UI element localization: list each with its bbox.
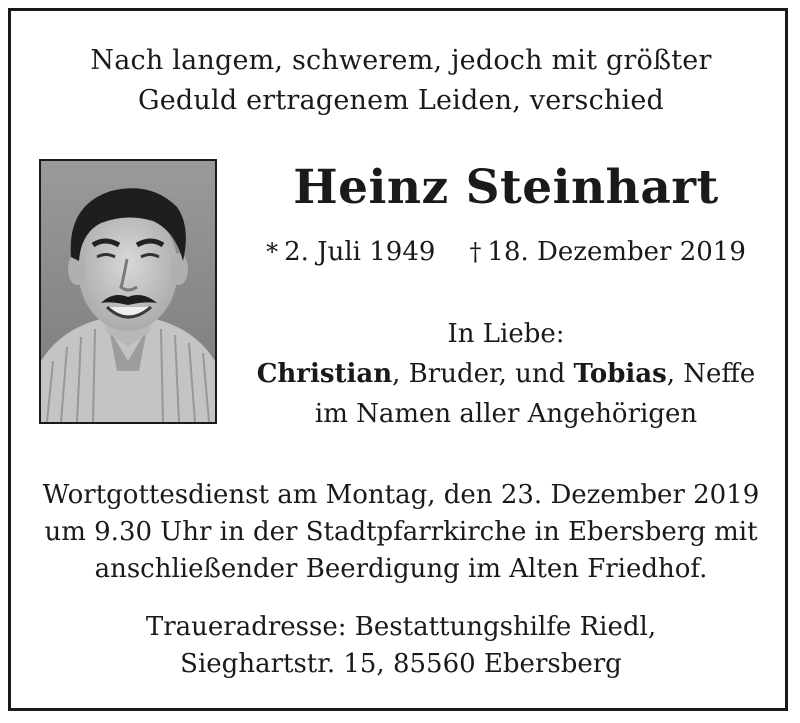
deceased-name: Heinz Steinhart (293, 160, 719, 215)
service-line-2: um 9.30 Uhr in der Stadtpfarrkirche in Ebersberg mit (44, 517, 758, 547)
mourners-heading: In Liebe: (447, 319, 565, 349)
address-line-2: Sieghartstr. 15, 85560 Ebersberg (180, 649, 622, 679)
life-dates (221, 233, 788, 271)
mourner-name-1: Christian (256, 359, 393, 389)
intro-text (11, 41, 788, 121)
mourners-block (221, 314, 788, 434)
birth-star-icon: * (266, 238, 279, 266)
mourner-name-2: Tobias (573, 359, 667, 389)
address-line-1: Traueradresse: Bestattungshilfe Riedl, (145, 612, 657, 642)
intro-line-2: Geduld ertragenem Leiden, verschied (137, 85, 665, 116)
death-date: 18. Dezember 2019 (487, 237, 746, 267)
death-cross-icon: † (469, 238, 482, 266)
mourners-line-3: im Namen aller Angehörigen (314, 399, 698, 429)
mourner-relation-1: , Bruder, und (392, 359, 574, 389)
portrait-photo (39, 159, 217, 424)
service-info (11, 477, 788, 588)
mourner-relation-2: , Neffe (666, 359, 756, 389)
birth-date: 2. Juli 1949 (284, 237, 436, 267)
obituary-frame (8, 8, 788, 711)
mourners-line-2 (221, 354, 788, 394)
service-line-3: anschließender Beerdigung im Alten Friedhof. (94, 554, 708, 584)
portrait-photo-icon (41, 161, 215, 422)
mourning-address (11, 609, 788, 683)
intro-line-1: Nach langem, schwerem, jedoch mit größter (90, 45, 712, 76)
service-line-1: Wortgottesdienst am Montag, den 23. Dezember 2019 (42, 480, 760, 510)
